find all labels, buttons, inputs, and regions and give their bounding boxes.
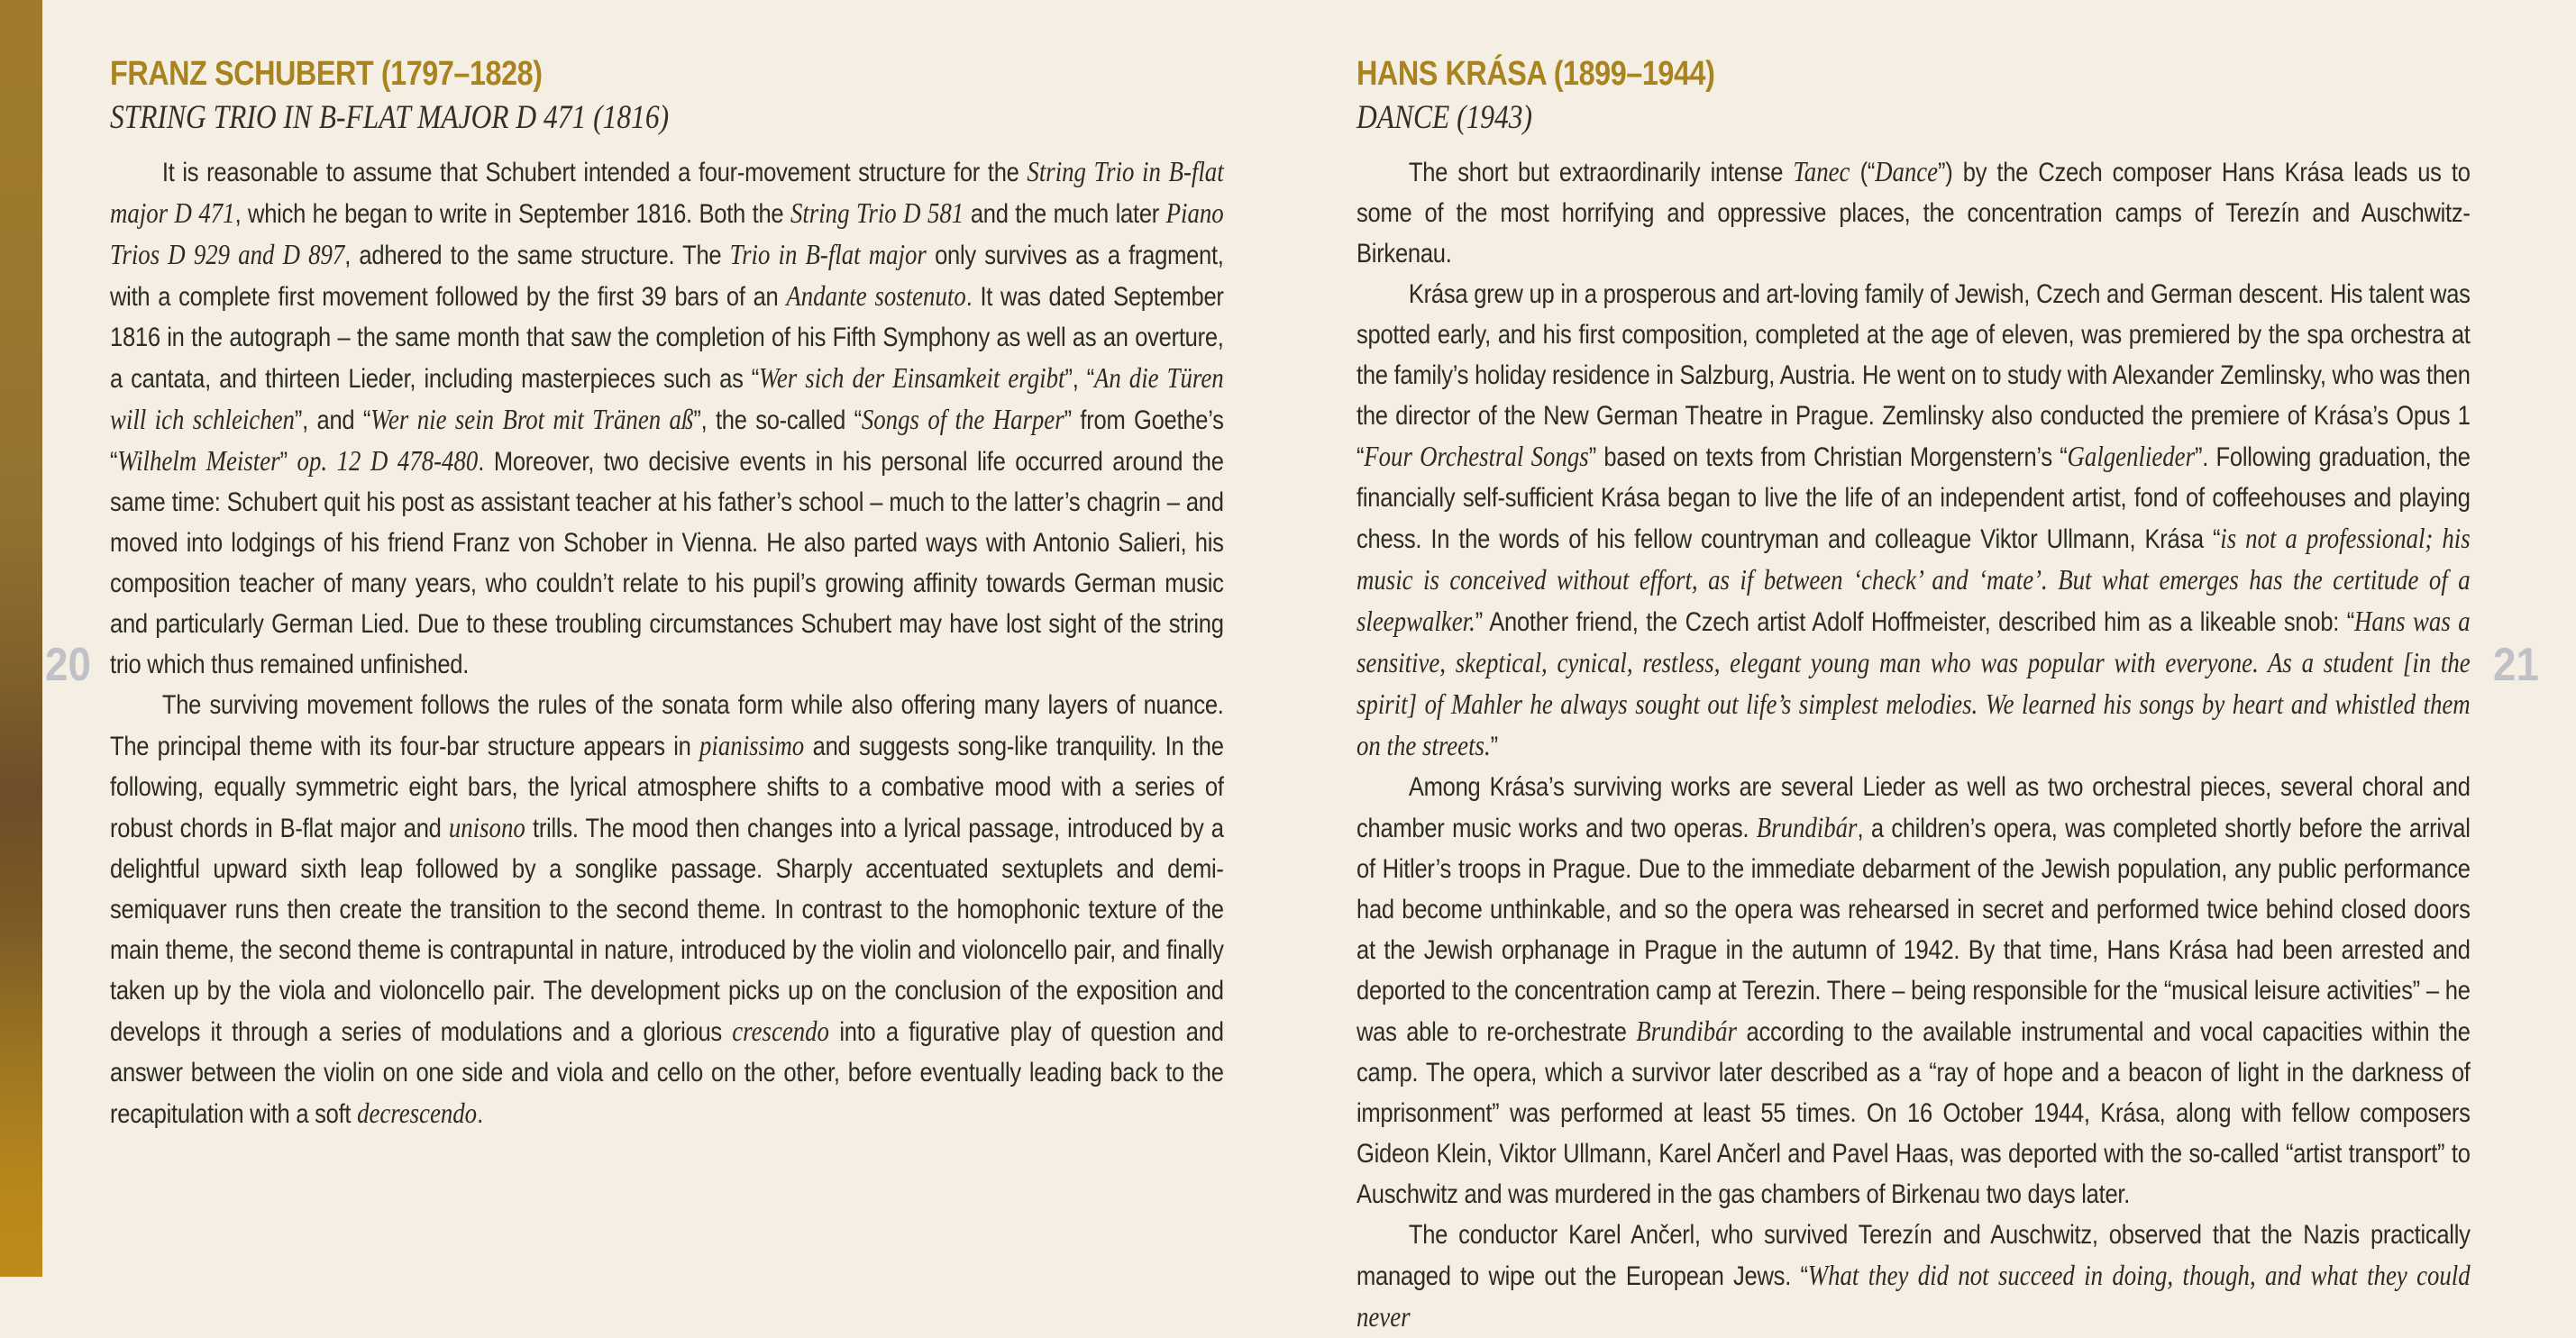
composer-heading-krasa: HANS KRÁSA (1899–1944) [1357,55,1715,93]
liner-notes-krasa [1357,151,2471,1338]
italic-text-run: Piano Trios D 929 and D 897 [110,197,1224,270]
text-run: The surviving movement follows the rules of the sonata form while also offering many layers of nuance. The principal theme with its four-bar structure appears in [110,690,1224,761]
page-number-right: 21 [2493,639,2539,691]
text-run: ” Another friend, the Czech artist Adolf Hoffmeister, described him as a likeable snob: “ [1475,607,2354,637]
text-run: Krása grew up in a prosperous and art-loving family of Jewish, Czech and German descent. His talent was spotted early, and his first composition, completed at the age of eleven, was premiered by the spa orchestra at the family’s holiday residence in Salzburg, Austria. He went on to study with Alexander Zemlinsky, who was then the director of the New German Theatre in Prague. Zemlinsky also conducted the premiere of Krása’s Opus 1 “ [1357,279,2471,472]
text-run: only survives as a fragment, with a complete first movement followed by the first 39 bars of an [110,241,1224,312]
text-run: Among Krása’s surviving works are several Lieder as well as two orchestral pieces, several choral and chamber music works and two operas. [1357,772,2471,843]
text-run: , which he began to write in September 1816. Both the [234,199,790,229]
spine-gradient-strip [0,0,42,1277]
paragraph [1357,274,2471,767]
italic-text-run: pianissimo [699,730,805,761]
text-run: The conductor Karel Ančerl, who survived Terezín and Auschwitz, observed that the Nazis practically managed to wipe out the European Jews. “ [1357,1220,2471,1291]
text-run: ”, the so-called “ [693,405,862,435]
italic-text-run: What they did not succeed in doing, though, and what they could never [1357,1260,2471,1333]
italic-text-run: Songs of the Harper [861,404,1064,435]
work-subtitle-schubert: STRING TRIO IN B-FLAT MAJOR D 471 (1816) [110,99,670,136]
page-left-content [110,52,1224,1134]
text-run: ” [279,447,297,477]
text-run: ” from Goethe’s “ [110,405,1224,477]
italic-text-run: Hans was a sensitive, skeptical, cynical, restless, elegant young man who was popular with everyone. As a student [in the spirit] of Mahler he always sought out life’s simplest melodies. We learned his songs by heart and whistled them on the streets. [1357,605,2471,761]
text-run: It is reasonable to assume that Schubert intended a four-movement structure for the [161,158,1028,187]
paragraph [110,151,1224,685]
text-run: and suggests song-like tranquility. In the following, equally symmetric eight bars, the lyrical atmosphere shifts to a combative mood with a series of robust chords in B-flat major and [110,732,1224,843]
text-run: The short but extraordinarily intense [1408,158,1794,187]
italic-text-run: Wer sich der Einsamkeit ergibt [759,362,1065,394]
page-number-left: 20 [45,639,91,691]
text-run: ” based on texts from Christian Morgenstern’s “ [1588,442,2068,472]
text-run: , a children’s opera, was completed shortly before the arrival of Hitler’s troops in Prague. Due to the immediate debarment of the Jewish population, any public performance had become unthinkable, and so the opera was rehearsed in secret and performed twice behind closed doors at the Jewish orphanage in Prague in the autumn of 1942. By that time, Hans Krása had been arrested and deported to the concentration camp at Terezin. There – being responsible for the “musical leisure activities” – he was able to re-orchestrate [1357,814,2471,1047]
text-run: trills. The mood then changes into a lyrical passage, introduced by a delightful upward sixth leap followed by a songlike passage. Sharply accentuated sextuplets and demi-semiquaver runs then create the transition to the second theme. In contrast to the homophonic texture of the main theme, the second theme is contrapuntal in nature, introduced by the violin and violoncello pair, and finally taken up by the viola and violoncello pair. The development picks up on the conclusion of the exposition and develops it through a series of modulations and a glorious [110,814,1224,1047]
italic-text-run: Four Orchestral Songs [1364,441,1589,472]
text-run: ”, and “ [294,405,371,435]
italic-text-run: unisono [448,812,525,843]
italic-text-run: Wilhelm Meister [117,445,280,477]
paragraph [1357,767,2471,1215]
liner-notes-schubert [110,151,1224,1134]
italic-text-run: Trio in B-flat major [729,239,927,270]
italic-text-run: String Trio D 581 [790,197,964,229]
composer-heading-schubert: FRANZ SCHUBERT (1797–1828) [110,55,543,93]
italic-text-run: crescendo [732,1015,829,1047]
italic-text-run: An die Türen will ich schleichen [110,362,1224,435]
text-run: according to the available instrumental and vocal capacities within the camp. The opera, which a survivor later described as a “ray of hope and a beacon of light in the darkness of imprisonment” was performed at least 55 times. On 16 October 1944, Krása, along with fellow composers Gideon Klein, Viktor Ullmann, Karel Ančerl and Pavel Haas, was deported with the so-called “artist transport” to Auschwitz and was murdered in the gas chambers of Birkenau two days later. [1357,1017,2471,1209]
italic-text-run: decrescendo [357,1097,478,1129]
work-subtitle-krasa: DANCE (1943) [1357,99,1533,136]
italic-text-run: Brundibár [1636,1015,1737,1047]
italic-text-run: Brundibár [1756,812,1858,843]
text-run: . Moreover, two decisive events in his personal life occurred around the same time: Schubert quit his post as assistant teacher at his father’s school – much to the latter’s chagrin – and moved into lodgings of his friend Franz von Schober in Vienna. He also parted ways with Antonio Salieri, his composition teacher of many years, who couldn’t relate to his pupil’s growing affinity towards German music and particularly German Lied. Due to these troubling circumstances Schubert may have lost sight of the string trio which thus remained unfinished. [110,447,1224,679]
page-right-content [1357,52,2471,1338]
italic-text-run: Wer nie sein Brot mit Tränen aß [370,404,694,435]
text-run: into a figurative play of question and answer between the violin on one side and viola and cello on the other, before eventually leading back to the recapitulation with a soft [110,1017,1224,1129]
italic-text-run: String Trio in B-flat major D 471 [110,156,1224,229]
text-run: (“ [1850,158,1876,187]
italic-text-run: is not a professional; his music is conceived without effort, as if between ‘check’ and ‘mate’. But what emerges has the certitude of a sleepwalker. [1357,523,2471,637]
text-run: , adhered to the same structure. The [344,241,730,270]
text-run: . It was dated September 1816 in the autograph – the same month that saw the completion of his Fifth Symphony as well as an overture, a cantata, and thirteen Lieder, including masterpieces such as “ [110,282,1224,394]
text-run: and the much later [964,199,1166,229]
text-run: ” [1490,732,1498,761]
italic-text-run: Galgenlieder [2067,441,2196,472]
italic-text-run: Dance [1875,156,1939,187]
italic-text-run: op. 12 D 478-480 [297,445,479,477]
text-run: ”, “ [1064,364,1094,394]
italic-text-run: Tanec [1793,156,1850,187]
text-run: . [477,1099,483,1129]
paragraph [110,685,1224,1134]
text-run: ”) by the Czech composer Hans Krása leads us to some of the most horrifying and oppressive places, the concentration camps of Terezín and Auschwitz-Birkenau. [1357,158,2471,269]
text-run: ”. Following graduation, the financially self-sufficient Krása began to live the life of an independent artist, fond of coffeehouses and playing chess. In the words of his fellow countryman and colleague Viktor Ullmann, Krása “ [1357,442,2471,554]
italic-text-run: Andante sostenuto [786,280,966,312]
paragraph [1357,151,2471,274]
